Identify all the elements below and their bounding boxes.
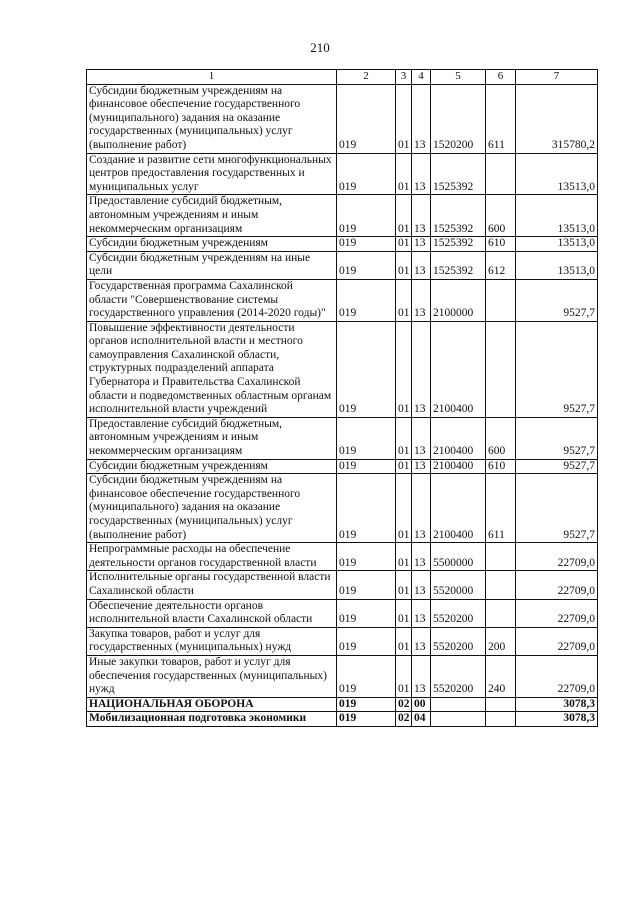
amount-cell: 22709,0 (516, 627, 598, 655)
subsection-code-cell: 13 (412, 655, 431, 697)
section-code-cell: 01 (396, 543, 412, 571)
ministry-code-cell: 019 (337, 599, 396, 627)
subsection-code-cell: 13 (412, 153, 431, 195)
subsection-code-cell: 13 (412, 627, 431, 655)
ministry-code-cell: 019 (337, 84, 396, 153)
table-row (87, 543, 598, 571)
amount-cell: 22709,0 (516, 655, 598, 697)
section-code-cell: 01 (396, 321, 412, 417)
expense-type-cell (486, 153, 516, 195)
section-code-cell: 01 (396, 237, 412, 252)
row-name-cell: Обеспечение деятельности органов исполнительной власти Сахалинской области (87, 599, 337, 627)
subsection-code-cell: 04 (412, 712, 431, 727)
amount-cell: 315780,2 (516, 84, 598, 153)
expense-type-cell: 200 (486, 627, 516, 655)
section-code-cell: 01 (396, 599, 412, 627)
section-code-cell: 01 (396, 251, 412, 279)
header-cell: 3 (396, 70, 412, 85)
header-cell: 2 (337, 70, 396, 85)
article-code-cell: 1525392 (431, 237, 486, 252)
header-cell: 7 (516, 70, 598, 85)
ministry-code-cell: 019 (337, 655, 396, 697)
table-row (87, 697, 598, 712)
article-code-cell: 2100400 (431, 321, 486, 417)
expense-type-cell (486, 279, 516, 321)
ministry-code-cell: 019 (337, 279, 396, 321)
article-code-cell: 2100000 (431, 279, 486, 321)
table-row (87, 417, 598, 459)
section-code-cell: 01 (396, 279, 412, 321)
article-code-cell (431, 712, 486, 727)
expense-type-cell: 600 (486, 417, 516, 459)
amount-cell: 13513,0 (516, 251, 598, 279)
ministry-code-cell: 019 (337, 712, 396, 727)
row-name-cell: НАЦИОНАЛЬНАЯ ОБОРОНА (87, 697, 337, 712)
table-row (87, 655, 598, 697)
ministry-code-cell: 019 (337, 571, 396, 599)
row-name-cell: Субсидии бюджетным учреждениям (87, 459, 337, 474)
subsection-code-cell: 13 (412, 543, 431, 571)
row-name-cell: Создание и развитие сети многофункциональных центров предоставления государственных и муниципальных услуг (87, 153, 337, 195)
amount-cell: 13513,0 (516, 195, 598, 237)
table-row (87, 599, 598, 627)
section-code-cell: 01 (396, 84, 412, 153)
article-code-cell: 5520200 (431, 599, 486, 627)
section-code-cell: 01 (396, 474, 412, 543)
subsection-code-cell: 13 (412, 279, 431, 321)
header-cell: 6 (486, 70, 516, 85)
expense-type-cell: 600 (486, 195, 516, 237)
amount-cell: 3078,3 (516, 697, 598, 712)
row-name-cell: Повышение эффективности деятельности органов исполнительной власти и местного самоуправления Сахалинской области, структурных подразделений аппарата Губернатора и Правительства Сахалинской области и подведомственных областным органам исполнительной власти учреждений (87, 321, 337, 417)
page-number: 210 (310, 40, 330, 55)
subsection-code-cell: 13 (412, 195, 431, 237)
ministry-code-cell: 019 (337, 697, 396, 712)
section-code-cell: 01 (396, 459, 412, 474)
subsection-code-cell: 13 (412, 251, 431, 279)
amount-cell: 9527,7 (516, 279, 598, 321)
header-cell: 4 (412, 70, 431, 85)
expense-type-cell: 611 (486, 84, 516, 153)
expense-type-cell: 610 (486, 237, 516, 252)
amount-cell: 9527,7 (516, 417, 598, 459)
expense-type-cell: 240 (486, 655, 516, 697)
section-code-cell: 01 (396, 627, 412, 655)
subsection-code-cell: 13 (412, 321, 431, 417)
amount-cell: 3078,3 (516, 712, 598, 727)
article-code-cell: 1525392 (431, 153, 486, 195)
article-code-cell: 2100400 (431, 417, 486, 459)
row-name-cell: Закупка товаров, работ и услуг для государственных (муниципальных) нужд (87, 627, 337, 655)
subsection-code-cell: 13 (412, 459, 431, 474)
row-name-cell: Иные закупки товаров, работ и услуг для обеспечения государственных (муниципальных) нужд (87, 655, 337, 697)
amount-cell: 9527,7 (516, 321, 598, 417)
ministry-code-cell: 019 (337, 543, 396, 571)
expense-type-cell (486, 321, 516, 417)
row-name-cell: Государственная программа Сахалинской области "Совершенствование системы государственного управления (2014-2020 годы)" (87, 279, 337, 321)
row-name-cell: Исполнительные органы государственной власти Сахалинской области (87, 571, 337, 599)
table-row (87, 279, 598, 321)
row-name-cell: Субсидии бюджетным учреждениям на финансовое обеспечение государственного (муниципального) задания на оказание государственных (муниципальных) услуг (выполнение работ) (87, 474, 337, 543)
article-code-cell: 5500000 (431, 543, 486, 571)
header-cell: 5 (431, 70, 486, 85)
section-code-cell: 02 (396, 712, 412, 727)
section-code-cell: 02 (396, 697, 412, 712)
row-name-cell: Мобилизационная подготовка экономики (87, 712, 337, 727)
article-code-cell: 1520200 (431, 84, 486, 153)
ministry-code-cell: 019 (337, 321, 396, 417)
amount-cell: 13513,0 (516, 153, 598, 195)
expense-type-cell: 610 (486, 459, 516, 474)
article-code-cell: 2100400 (431, 459, 486, 474)
table-row (87, 459, 598, 474)
ministry-code-cell: 019 (337, 474, 396, 543)
article-code-cell: 2100400 (431, 474, 486, 543)
ministry-code-cell: 019 (337, 627, 396, 655)
table-row (87, 321, 598, 417)
table-row (87, 627, 598, 655)
subsection-code-cell: 13 (412, 237, 431, 252)
table-row (87, 153, 598, 195)
expense-type-cell (486, 543, 516, 571)
subsection-code-cell: 13 (412, 571, 431, 599)
row-name-cell: Предоставление субсидий бюджетным, автономным учреждениям и иным некоммерческим организациям (87, 417, 337, 459)
table-row (87, 474, 598, 543)
ministry-code-cell: 019 (337, 195, 396, 237)
amount-cell: 13513,0 (516, 237, 598, 252)
section-code-cell: 01 (396, 195, 412, 237)
table-row (87, 251, 598, 279)
article-code-cell: 5520200 (431, 627, 486, 655)
table-row (87, 237, 598, 252)
table-row (87, 571, 598, 599)
table-row (87, 195, 598, 237)
expense-type-cell: 611 (486, 474, 516, 543)
header-cell: 1 (87, 70, 337, 85)
article-code-cell: 5520000 (431, 571, 486, 599)
section-code-cell: 01 (396, 571, 412, 599)
row-name-cell: Субсидии бюджетным учреждениям на иные цели (87, 251, 337, 279)
amount-cell: 22709,0 (516, 543, 598, 571)
ministry-code-cell: 019 (337, 153, 396, 195)
section-code-cell: 01 (396, 655, 412, 697)
ministry-code-cell: 019 (337, 237, 396, 252)
row-name-cell: Субсидии бюджетным учреждениям (87, 237, 337, 252)
row-name-cell: Предоставление субсидий бюджетным, автономным учреждениям и иным некоммерческим организациям (87, 195, 337, 237)
table-row (87, 84, 598, 153)
amount-cell: 9527,7 (516, 459, 598, 474)
expense-type-cell (486, 599, 516, 627)
subsection-code-cell: 13 (412, 84, 431, 153)
article-code-cell (431, 697, 486, 712)
row-name-cell: Субсидии бюджетным учреждениям на финансовое обеспечение государственного (муниципального) задания на оказание государственных (муниципальных) услуг (выполнение работ) (87, 84, 337, 153)
expense-type-cell (486, 712, 516, 727)
table-row (87, 712, 598, 727)
section-code-cell: 01 (396, 153, 412, 195)
subsection-code-cell: 13 (412, 474, 431, 543)
budget-table (86, 69, 598, 727)
expense-type-cell (486, 571, 516, 599)
ministry-code-cell: 019 (337, 251, 396, 279)
row-name-cell: Непрограммные расходы на обеспечение деятельности органов государственной власти (87, 543, 337, 571)
article-code-cell: 5520200 (431, 655, 486, 697)
amount-cell: 22709,0 (516, 599, 598, 627)
subsection-code-cell: 00 (412, 697, 431, 712)
expense-type-cell (486, 697, 516, 712)
ministry-code-cell: 019 (337, 417, 396, 459)
amount-cell: 22709,0 (516, 571, 598, 599)
ministry-code-cell: 019 (337, 459, 396, 474)
table-header-row (87, 70, 598, 85)
subsection-code-cell: 13 (412, 417, 431, 459)
article-code-cell: 1525392 (431, 251, 486, 279)
expense-type-cell: 612 (486, 251, 516, 279)
article-code-cell: 1525392 (431, 195, 486, 237)
subsection-code-cell: 13 (412, 599, 431, 627)
table-body (87, 70, 598, 727)
section-code-cell: 01 (396, 417, 412, 459)
amount-cell: 9527,7 (516, 474, 598, 543)
